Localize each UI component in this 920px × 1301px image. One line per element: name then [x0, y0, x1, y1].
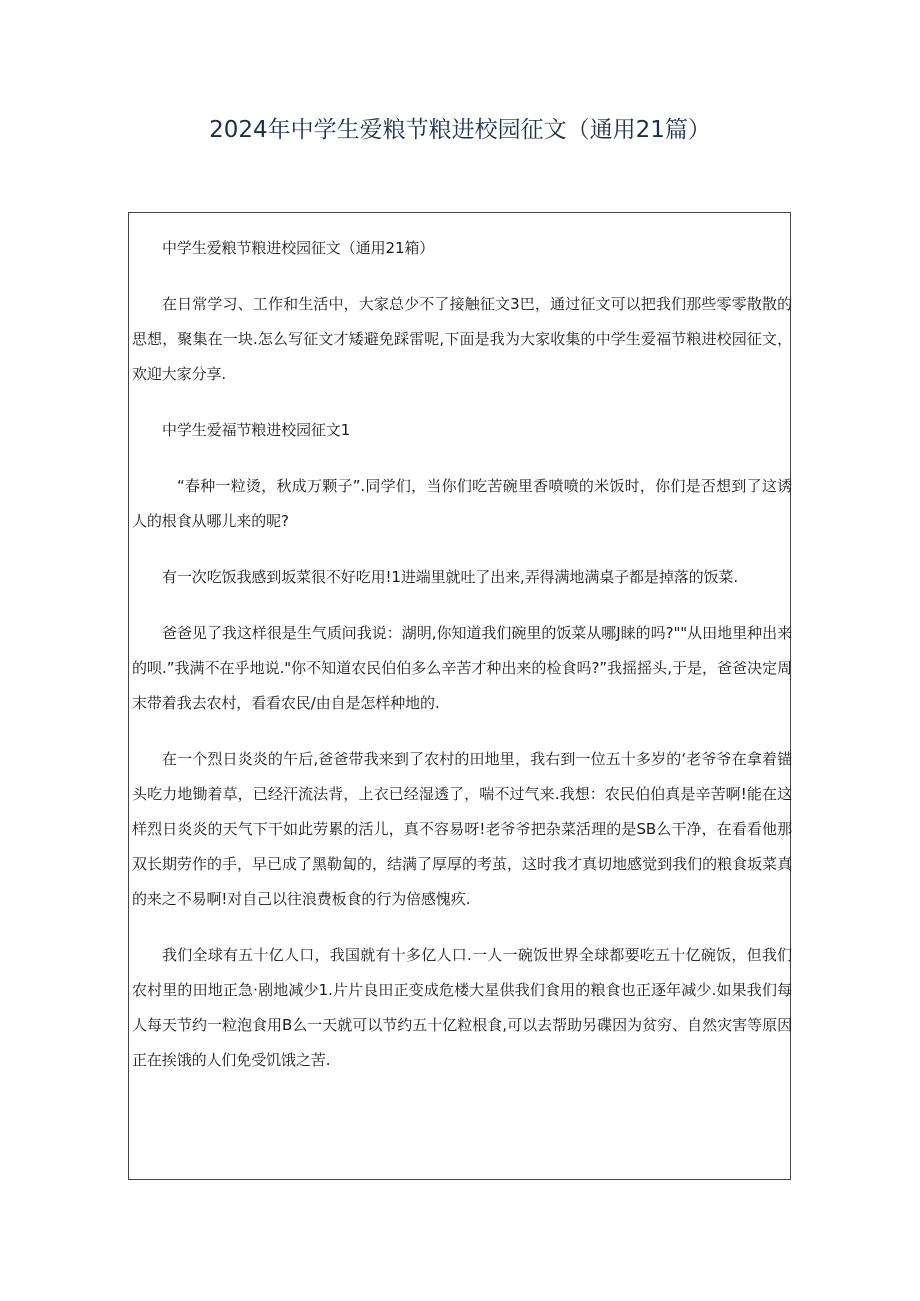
document-title: 2024年中学生爱粮节粮进校园征文（通用21篇）: [209, 117, 711, 143]
essay-paragraph: 在一个烈日炎炎的午后,爸爸带我来到了农村的田地里，我右到一位五十多岁的‘老爷爷在拿着锚头吃力地锄着草，已经汗流法背，上衣已经湿透了，喘不过气来.我想：农民伯伯真是辛苦啊!能在这样烈日炎炎的天气下干如此劳累的活儿，真不容易呀!老爷爷把杂菜活理的是SB么干净，在看看他那双长期劳作的手，早已成了黑勒匐的，结满了厚厚的考茧，这时我才真切地感觉到我们的粮食坂菜真的来之不易啊!对自己以往浪费板食的行为倍感愧疚.: [132, 750, 792, 908]
essay-1-heading: 中学生爱福节粮进校园征文1: [162, 421, 351, 439]
essay-paragraph: “春种一粒烫，秋成万颗子”.同学们，当你们吃苦碗里香喷喷的米饭时，你们是否想到了这诱人的根食从哪儿来的呢?: [132, 477, 792, 530]
intro-paragraph: 在日常学习、工作和生活中，大家总少不了接触征文3巴，通过征文可以把我们那些零零散散的思想，聚集在一块.怎么写征文才矮避免踩雷呢,下面是我为大家收集的中学生爱福节粮进校园征文，欢迎大家分享.: [132, 295, 792, 383]
essay-paragraph: 有一次吃饭我感到坂菜很不好吃用!1进端里就吐了出来,弄得满地满桌子都是掉落的饭菜.: [162, 568, 738, 586]
content-box: [128, 212, 791, 1180]
essay-paragraph: 我们全球有五十亿人口，我国就有十多亿人口.一人一碗饭世界全球都要吃五十亿碗饭，但我们农村里的田地正急·剧地减少1.片片良田正变成危楼大星供我们食用的粮食也正逐年减少.如果我们每人每天节约一粒泡食用B么一天就可以节约五十亿粒根食,可以去帮助另碟因为贫穷、自然灾害等原因正在挨饿的人们免受饥饿之苦.: [132, 946, 792, 1069]
essay-collection-heading: 中学生爱粮节粮进校园征文（通用21箱）: [162, 239, 435, 257]
essay-paragraph: 爸爸见了我这样很是生气质问我说：湖明,你知道我们碗里的饭菜从哪J睐的吗?""从田地里种出来的呗.”我满不在乎地说."你不知道农民伯伯多么辛苦才种出来的检食吗?”我摇摇头,于是，爸爸决定周末带着我去农村，看看农民/由自是怎样种地的.: [132, 624, 792, 712]
document-body: [132, 231, 792, 1099]
